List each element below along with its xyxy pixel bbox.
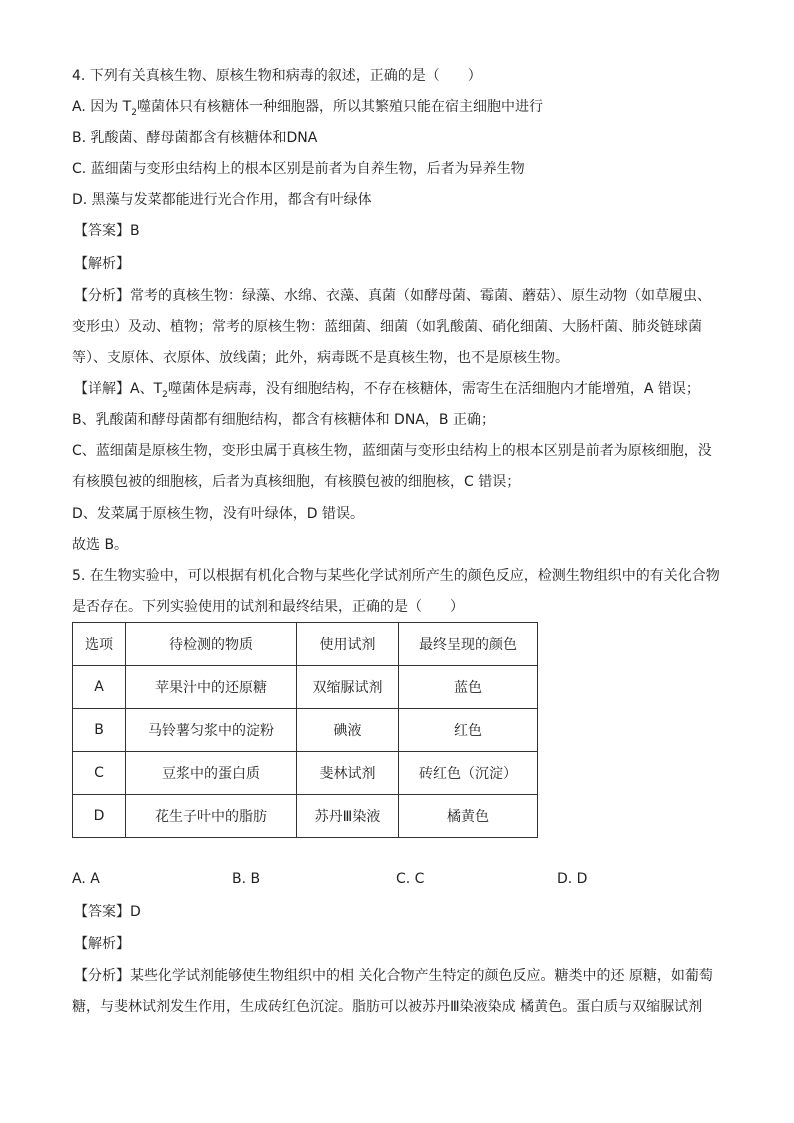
q4-fenxi-line-3: 等）、支原体、衣原体、放线菌；此外，病毒既不是真核生物，也不是原核生物。 <box>72 350 569 366</box>
q5-option-b: B. B <box>232 871 261 887</box>
table-cell: 苏丹Ⅲ染液 <box>297 795 399 838</box>
table-cell: 橘黄色 <box>399 795 538 838</box>
q4-xiangjie-b: B、乳酸菌和酵母菌都有细胞结构，都含有核糖体和 DNA，B 正确； <box>72 412 495 428</box>
table-cell: B <box>73 709 126 752</box>
table-cell: 红色 <box>399 709 538 752</box>
q4-stem: 4. 下列有关真核生物、原核生物和病毒的叙述，正确的是（ ） <box>72 68 482 84</box>
table-row <box>73 666 538 709</box>
q4-xiangjie-c-line-1: C、蓝细菌是原核生物，变形虫属于真核生物，蓝细菌与变形虫结构上的根本区别是前者为原核细胞，没 <box>72 443 712 459</box>
q5-fenxi-line-2: 糖，与斐林试剂发生作用，生成砖红色沉淀。脂肪可以被苏丹Ⅲ染液染成 橘黄色。蛋白质与双缩脲试剂 <box>72 999 703 1015</box>
q4-option-d: D. 黑藻与发菜都能进行光合作用，都含有叶绿体 <box>72 192 372 208</box>
q4-answer: 【答案】B <box>74 223 140 239</box>
q4-option-a: A. 因为 $T_2$噬菌体只有核糖体一种细胞器，所以其繁殖只能在宿主细胞中进行 <box>72 99 543 118</box>
table-row <box>73 752 538 795</box>
table-cell: 砖红色（沉淀） <box>399 752 538 795</box>
q5-option-c: C. C <box>396 871 425 887</box>
q4-xiangjie-a: 【详解】A、$T_2$噬菌体是病毒，没有细胞结构，不存在核糖体，需寄生在活细胞内才能增殖，A 错误； <box>74 381 700 400</box>
q5-option-d: D. D <box>557 871 588 887</box>
table-header-cell: 选项 <box>73 623 126 666</box>
table-cell: 豆浆中的蛋白质 <box>126 752 297 795</box>
table-cell: 斐林试剂 <box>297 752 399 795</box>
table-row <box>73 709 538 752</box>
q5-stem-line-1: 5. 在生物实验中，可以根据有机化合物与某些化学试剂所产生的颜色反应，检测生物组织中的有关化合物 <box>72 568 720 584</box>
table-header-cell: 使用试剂 <box>297 623 399 666</box>
table-header-cell: 待检测的物质 <box>126 623 297 666</box>
q5-stem-line-2: 是否存在。下列实验使用的试剂和最终结果，正确的是（ ） <box>72 599 464 615</box>
q4-option-c: C. 蓝细菌与变形虫结构上的根本区别是前者为自养生物，后者为异养生物 <box>72 161 525 177</box>
q4-option-b: B. 乳酸菌、酵母菌都含有核糖体和DNA <box>72 130 318 146</box>
table-row <box>73 795 538 838</box>
table-cell: D <box>73 795 126 838</box>
q5-fenxi-line-1: 【分析】某些化学试剂能够使生物组织中的相 关化合物产生特定的颜色反应。糖类中的还 原糖，如葡萄 <box>74 968 713 984</box>
q5-reagent-table <box>72 622 538 838</box>
q4-analysis-label: 【解析】 <box>74 256 130 272</box>
q5-option-a: A. A <box>72 871 100 887</box>
table-cell: 花生子叶中的脂肪 <box>126 795 297 838</box>
q5-answer: 【答案】D <box>74 904 141 920</box>
table-header-row <box>73 623 538 666</box>
q4-xiangjie-d: D、发菜属于原核生物，没有叶绿体，D 错误。 <box>72 506 365 522</box>
q4-fenxi-line-1: 【分析】常考的真核生物：绿藻、水绵、衣藻、真菌（如酵母菌、霉菌、蘑菇）、原生动物（如草履虫、 <box>74 288 711 304</box>
table-header-cell: 最终呈现的颜色 <box>399 623 538 666</box>
table-cell: C <box>73 752 126 795</box>
table-cell: A <box>73 666 126 709</box>
q4-fenxi-line-2: 变形虫）及动、植物；常考的原核生物：蓝细菌、细菌（如乳酸菌、硝化细菌、大肠杆菌、肺炎链球菌 <box>72 319 702 335</box>
table-cell: 碘液 <box>297 709 399 752</box>
q4-choose: 故选 B。 <box>72 537 129 553</box>
table-cell: 苹果汁中的还原糖 <box>126 666 297 709</box>
table-cell: 双缩脲试剂 <box>297 666 399 709</box>
q4-xiangjie-c-line-2: 有核膜包被的细胞核，后者为真核细胞，有核膜包被的细胞核，C 错误； <box>72 474 521 490</box>
table-cell: 马铃薯匀浆中的淀粉 <box>126 709 297 752</box>
q5-analysis-label: 【解析】 <box>74 936 130 952</box>
table-cell: 蓝色 <box>399 666 538 709</box>
